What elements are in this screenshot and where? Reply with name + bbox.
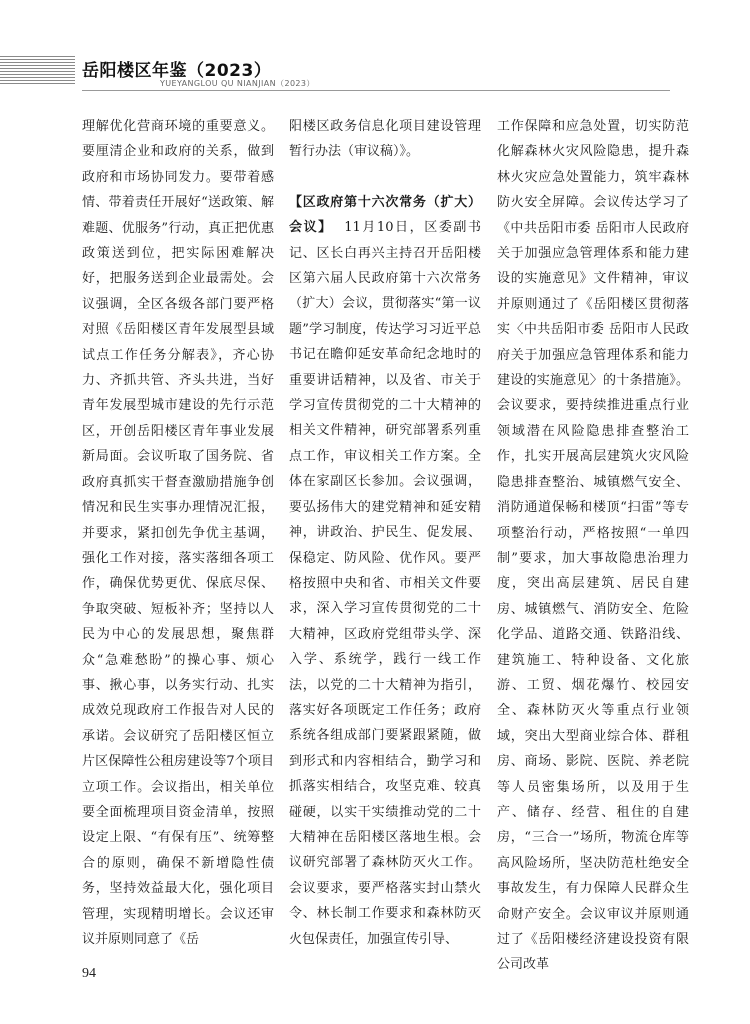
text-column-2 — [289, 114, 481, 947]
running-header-subtitle: YUEYANGLOU QU NIANJIAN（2023） — [160, 79, 315, 88]
running-header-title: 岳阳楼区年鉴（2023） — [82, 61, 272, 81]
page-number: 94 — [82, 966, 96, 981]
section-heading: 【区政府第十六次常务（扩大）会议】 — [289, 194, 481, 236]
header-decoration-stripes — [0, 56, 75, 86]
meeting-entry — [289, 190, 481, 952]
text-column-3 — [497, 114, 689, 973]
column-1-paragraph: 理解优化营商环境的重要意义。要厘清企业和政府的关系，做到政府和市场协同发力。要带着感情、带着责任开展好“送政策、解难题、优服务”行动，真正把优惠政策送到位，把实际困难解决好，把服务送到企业最需处。会议强调，全区各级各部门要严格对照《岳阳楼区青年发展型县域试点工作任务分解表》，齐心协力、齐抓共管、齐头共进，当好青年发展型城市建设的先行示范区，开创岳阳楼区青年事业发展新局面。会议听取了国务院、省政府真抓实干督查激励措施争创情况和民生实事办理情况汇报，并要求，紧扣创先争优主基调，强化工作对接，落实落细各项工作，确保优势更优、保底尽保、争取突破、短板补齐；坚持以人民为中心的发展思想，聚焦群众“急难愁盼”的操心事、烦心事、揪心事，以务实行动、扎实成效兑现政府工作报告对人民的承诺。会议研究了岳阳楼区恒立片区保障性公租房建设等7个项目立项工作。会议指出，相关单位要全面梳理项目资金清单，按照设定上限、“有保有压”、统筹整合的原则，确保不新增隐性债务，坚持效益最大化，强化项目管理，实现精明增长。会议还审议并原则同意了《岳 — [82, 119, 274, 947]
section-body: 11月10日，区委副书记、区长白再兴主持召开岳阳楼区第六届人民政府第十六次常务（扩大）会议，贯彻落实“第一议题”学习制度，传达学习习近平总书记在瞻仰延安革命纪念地时的重要讲话精神，以及省、市关于学习宣传贯彻党的二十大精神的相关文件精神，研究部署系列重点工作，审议相关工作方案。全体在家副区长参加。会议强调，要弘扬伟大的建党精神和延安精神，讲政治、护民生、促发展、保稳定、防风险、优作风。要严格按照中央和省、市相关文件要求，深入学习宣传贯彻党的二十大精神，区政府党组带头学、深入学、系统学，践行一线工作法，以党的二十大精神为指引，落实好各项既定工作任务；政府系统各组成部门要紧跟紧随，做到形式和内容相结合，勤学习和抓落实相结合，攻坚克难、较真碰硬，以实干实绩推动党的二十大精神在岳阳楼区落地生根。会议研究部署了森林防灭火工作。会议要求，要严格落实封山禁火令、林长制工作要求和森林防灭火包保责任，加强宣传引导、 — [289, 220, 481, 947]
column-2-continuation: 阳楼区政务信息化项目建设管理暂行办法（审议稿）》。 — [289, 119, 481, 160]
text-column-1 — [82, 114, 274, 947]
column-3-paragraph: 工作保障和应急处置，切实防范化解森林火灾风险隐患，提升森林火灾应急处置能力，筑牢森林防火安全屏障。会议传达学习了《中共岳阳市委 岳阳市人民政府关于加强应急管理体系和能力建设的实施意见》文件精神，审议并原则通过了《岳阳楼区贯彻落实〈中共岳阳市委 岳阳市人民政府关于加强应急管理体系和能力建设的实施意见〉的十条措施》。会议要求，要持续推进重点行业领域潜在风险隐患排查整治工作，扎实开展高层建筑火灾风险隐患排查整治、城镇燃气安全、消防通道保畅和楼顶“扫雷”等专项整治行动，严格按照“一单四制”要求，加大事故隐患治理力度，突出高层建筑、居民自建房、城镇燃气、消防安全、危险化学品、道路交通、铁路沿线、建筑施工、特种设备、文化旅游、工贸、烟花爆竹、校园安全、森林防灭火等重点行业领域，突出大型商业综合体、群租房、商场、影院、医院、养老院等人员密集场所，以及用于生产、储存、经营、租住的自建房，“三合一”场所，物流仓库等高风险场所，坚决防范杜绝安全事故发生，有力保障人民群众生命财产安全。会议审议并原则通过了《岳阳楼经济建设投资有限公司改革 — [497, 119, 689, 973]
header-rule — [82, 90, 670, 91]
